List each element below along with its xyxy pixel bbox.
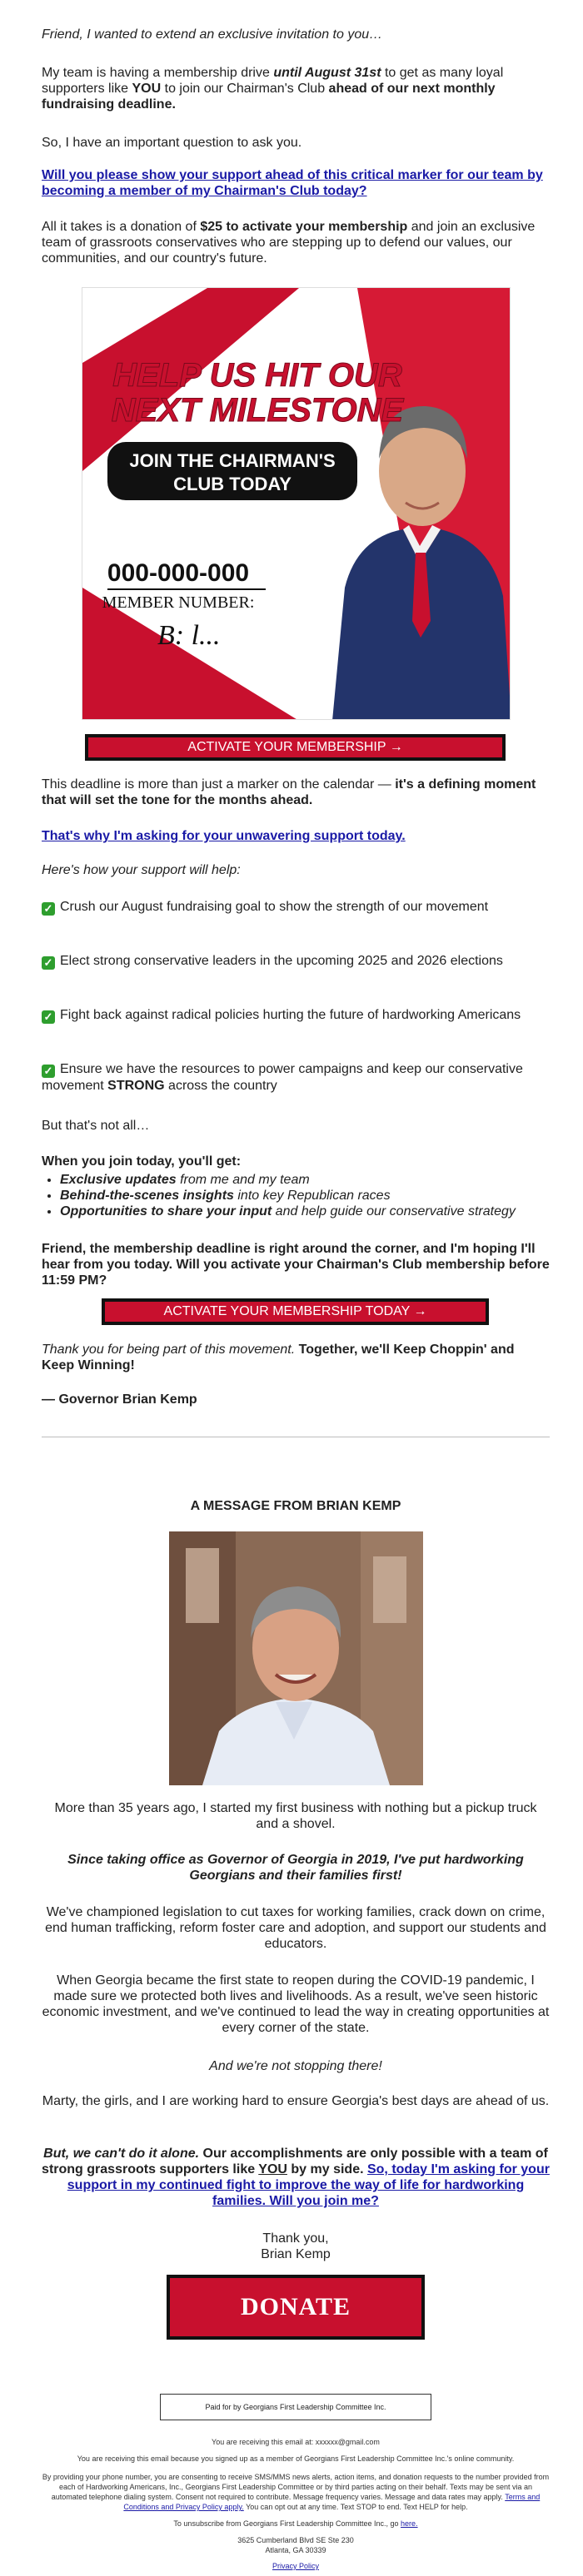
- message-paragraph: More than 35 years ago, I started my first business with nothing but a pickup truck and a shovel.: [54, 1801, 537, 1831]
- footer-reason: You are receiving this email because you signed up as a member of Georgians First Leadership Committee Inc.'s online community.: [77, 2454, 515, 2463]
- you-emphasis: YOU: [258, 2162, 287, 2176]
- benefit-text: from me and my team: [176, 1173, 310, 1187]
- text: and join an exclusive team of grassroots conservatives who are stepping up to defend our values, our communities, and our country's future.: [42, 220, 536, 266]
- banner-headline-2: NEXT MILESTONE: [111, 392, 404, 429]
- checkmark-icon: ✓: [42, 902, 55, 916]
- emphasis: But, we can't do it alone.: [43, 2147, 200, 2161]
- message-paragraph: We've championed legislation to cut taxes for working families, crack down on crime, end human trafficking, reform foster care and adoption, and support our students and educators.: [45, 1905, 546, 1951]
- check-item: [42, 1061, 550, 1094]
- text: My team is having a membership drive: [42, 66, 274, 80]
- terms-link[interactable]: Terms and Conditions and Privacy Policy apply.: [123, 2493, 541, 2511]
- benefit-title: Behind-the-scenes insights: [60, 1189, 234, 1203]
- kemp-photo: [169, 1531, 423, 1785]
- paid-for-box: [160, 2394, 431, 2420]
- message-paragraph: And we're not stopping there!: [209, 2059, 382, 2073]
- text: You can opt out at any time. Text STOP to end. Text HELP for help.: [243, 2503, 468, 2511]
- text: Thank you for being part of this movement.: [42, 1343, 299, 1357]
- emphasis: $25 to activate your membership: [200, 220, 408, 234]
- footer-email: You are receiving this email at: xxxxxx@gmail.com: [212, 2438, 380, 2446]
- text: to get as many loyal supporters like: [42, 66, 504, 96]
- kemp-photo-graphic: [169, 1531, 423, 1785]
- text: To unsubscribe from Georgians First Leadership Committee Inc., go: [173, 2519, 401, 2528]
- you-emphasis: YOU: [132, 82, 162, 96]
- privacy-policy-link[interactable]: Privacy Policy: [272, 2562, 319, 2570]
- list-item: [60, 1188, 568, 1204]
- member-number: 000-000-000: [107, 559, 250, 587]
- checkmark-icon: ✓: [42, 1065, 55, 1078]
- message-paragraph: When Georgia became the first state to reopen during the COVID-19 pandemic, I made sure we protected both lives and livelihoods. As a result, we've seen historic economic investment, and we've continued to lead the way in creating opportunities at every corner of the state.: [42, 1973, 550, 2035]
- checkmark-icon: ✓: [42, 956, 55, 970]
- banner-graphic: [82, 288, 511, 720]
- message-title: A MESSAGE FROM BRIAN KEMP: [190, 1499, 401, 1513]
- check-text: Fight back against radical policies hurting the future of hardworking Americans: [60, 1008, 521, 1022]
- emphasis: Together, we'll Keep Choppin' and Keep Winning!: [42, 1343, 515, 1372]
- check-text: Crush our August fundraising goal to show the strength of our movement: [60, 900, 489, 914]
- paragraph-drive: [42, 65, 550, 112]
- membership-banner[interactable]: [82, 287, 511, 720]
- unsubscribe-link[interactable]: here.: [401, 2519, 418, 2528]
- thanks-line: [42, 1342, 550, 1373]
- activate-membership-button[interactable]: ACTIVATE YOUR MEMBERSHIP →: [85, 734, 506, 761]
- join-me-link[interactable]: So, today I'm asking for your support in my continued fight to improve the way of life for hardworking families. Will you join me?: [67, 2162, 550, 2208]
- paragraph-closing: Friend, the membership deadline is right around the corner, and I'm hoping I'll hear from you today. Will you activate your Chairman's Club membership before 11:59 PM?: [42, 1242, 550, 1288]
- message-appeal: [42, 2146, 550, 2209]
- benefits-list: [42, 1172, 568, 1219]
- check-item: [42, 899, 550, 916]
- message-paragraph: Since taking office as Governor of Georgia in 2019, I've put hardworking Georgians and their families first!: [67, 1853, 524, 1883]
- emphasis: ahead of our next monthly fundraising deadline.: [42, 82, 496, 112]
- check-text: across the country: [164, 1079, 277, 1093]
- deadline-date: until August 31st: [273, 66, 381, 80]
- help-intro: Here's how your support will help:: [42, 863, 241, 877]
- message-paragraph: Marty, the girls, and I are working hard to ensure Georgia's best days are ahead of us.: [42, 2094, 550, 2108]
- text: This deadline is more than just a marker on the calendar —: [42, 777, 396, 792]
- not-all-line: But that's not all…: [42, 1119, 150, 1133]
- banner-pill-line-1: JOIN THE CHAIRMAN'S: [129, 450, 336, 471]
- paragraph-question: So, I have an important question to ask you.: [42, 136, 302, 150]
- paragraph-deadline: [42, 777, 550, 808]
- text: By providing your phone number, you are consenting to receive SMS/MMS news alerts, action items, and donation requests to the number provided from each of Hardworking Americans, Inc., Georgians First Leadership Committee or by third parties acting on their behalf. Texts may be sent via an automated telephone dialing system. Consent not required to contribute. Message frequency varies. Message and data rates may apply.: [42, 2473, 550, 2501]
- support-link[interactable]: That's why I'm asking for your unwavering support today.: [42, 829, 406, 843]
- address-line-2: Atlanta, GA 30339: [265, 2546, 326, 2554]
- paid-for-text: Paid for by Georgians First Leadership Committee Inc.: [205, 2403, 386, 2411]
- check-text: Ensure we have the resources to power campaigns and keep our conservative movement: [42, 1062, 523, 1093]
- benefit-text: and help guide our conservative strategy: [272, 1204, 516, 1219]
- check-item: [42, 1007, 550, 1024]
- emphasis: STRONG: [107, 1079, 165, 1093]
- donate-button[interactable]: DONATE: [167, 2275, 425, 2340]
- check-item: [42, 953, 550, 970]
- thank-you: Thank you,: [262, 2231, 329, 2246]
- banner-pill-line-2: CLUB TODAY: [173, 474, 292, 494]
- signoff: — Governor Brian Kemp: [42, 1392, 197, 1407]
- emphasis: by my side.: [287, 2162, 367, 2176]
- footer-sms-consent: [42, 2472, 550, 2512]
- list-item: [60, 1204, 568, 1219]
- benefit-title: Opportunities to share your input: [60, 1204, 272, 1219]
- address-line-1: 3625 Cumberland Blvd SE Ste 230: [237, 2536, 354, 2544]
- emphasis: Our accomplishments are only possible with a team of strong grassroots supporters like: [42, 2147, 548, 2176]
- intro-line: Friend, I wanted to extend an exclusive invitation to you…: [42, 27, 383, 42]
- membership-link[interactable]: Will you please show your support ahead of this critical marker for our team by becoming a member of my Chairman's Club today?: [42, 168, 543, 198]
- benefit-text: into key Republican races: [233, 1189, 391, 1203]
- paragraph-donation: [42, 219, 550, 266]
- benefits-heading: When you join today, you'll get:: [42, 1154, 242, 1169]
- footer-unsubscribe: [42, 2519, 550, 2529]
- checkmark-icon: ✓: [42, 1010, 55, 1024]
- signature: B: l...: [157, 620, 221, 651]
- banner-headline-1: HELP US HIT OUR: [112, 357, 402, 394]
- signature-name: Brian Kemp: [261, 2247, 331, 2261]
- check-text: Elect strong conservative leaders in the upcoming 2025 and 2026 elections: [60, 954, 503, 968]
- benefit-title: Exclusive updates: [60, 1173, 177, 1187]
- list-item: [60, 1172, 568, 1188]
- text: to join our Chairman's Club: [161, 82, 329, 96]
- text: All it takes is a donation of: [42, 220, 201, 234]
- activate-membership-today-button[interactable]: ACTIVATE YOUR MEMBERSHIP TODAY →: [102, 1298, 489, 1325]
- member-number-label: MEMBER NUMBER:: [102, 593, 255, 612]
- emphasis: it's a defining moment that will set the tone for the months ahead.: [42, 777, 536, 807]
